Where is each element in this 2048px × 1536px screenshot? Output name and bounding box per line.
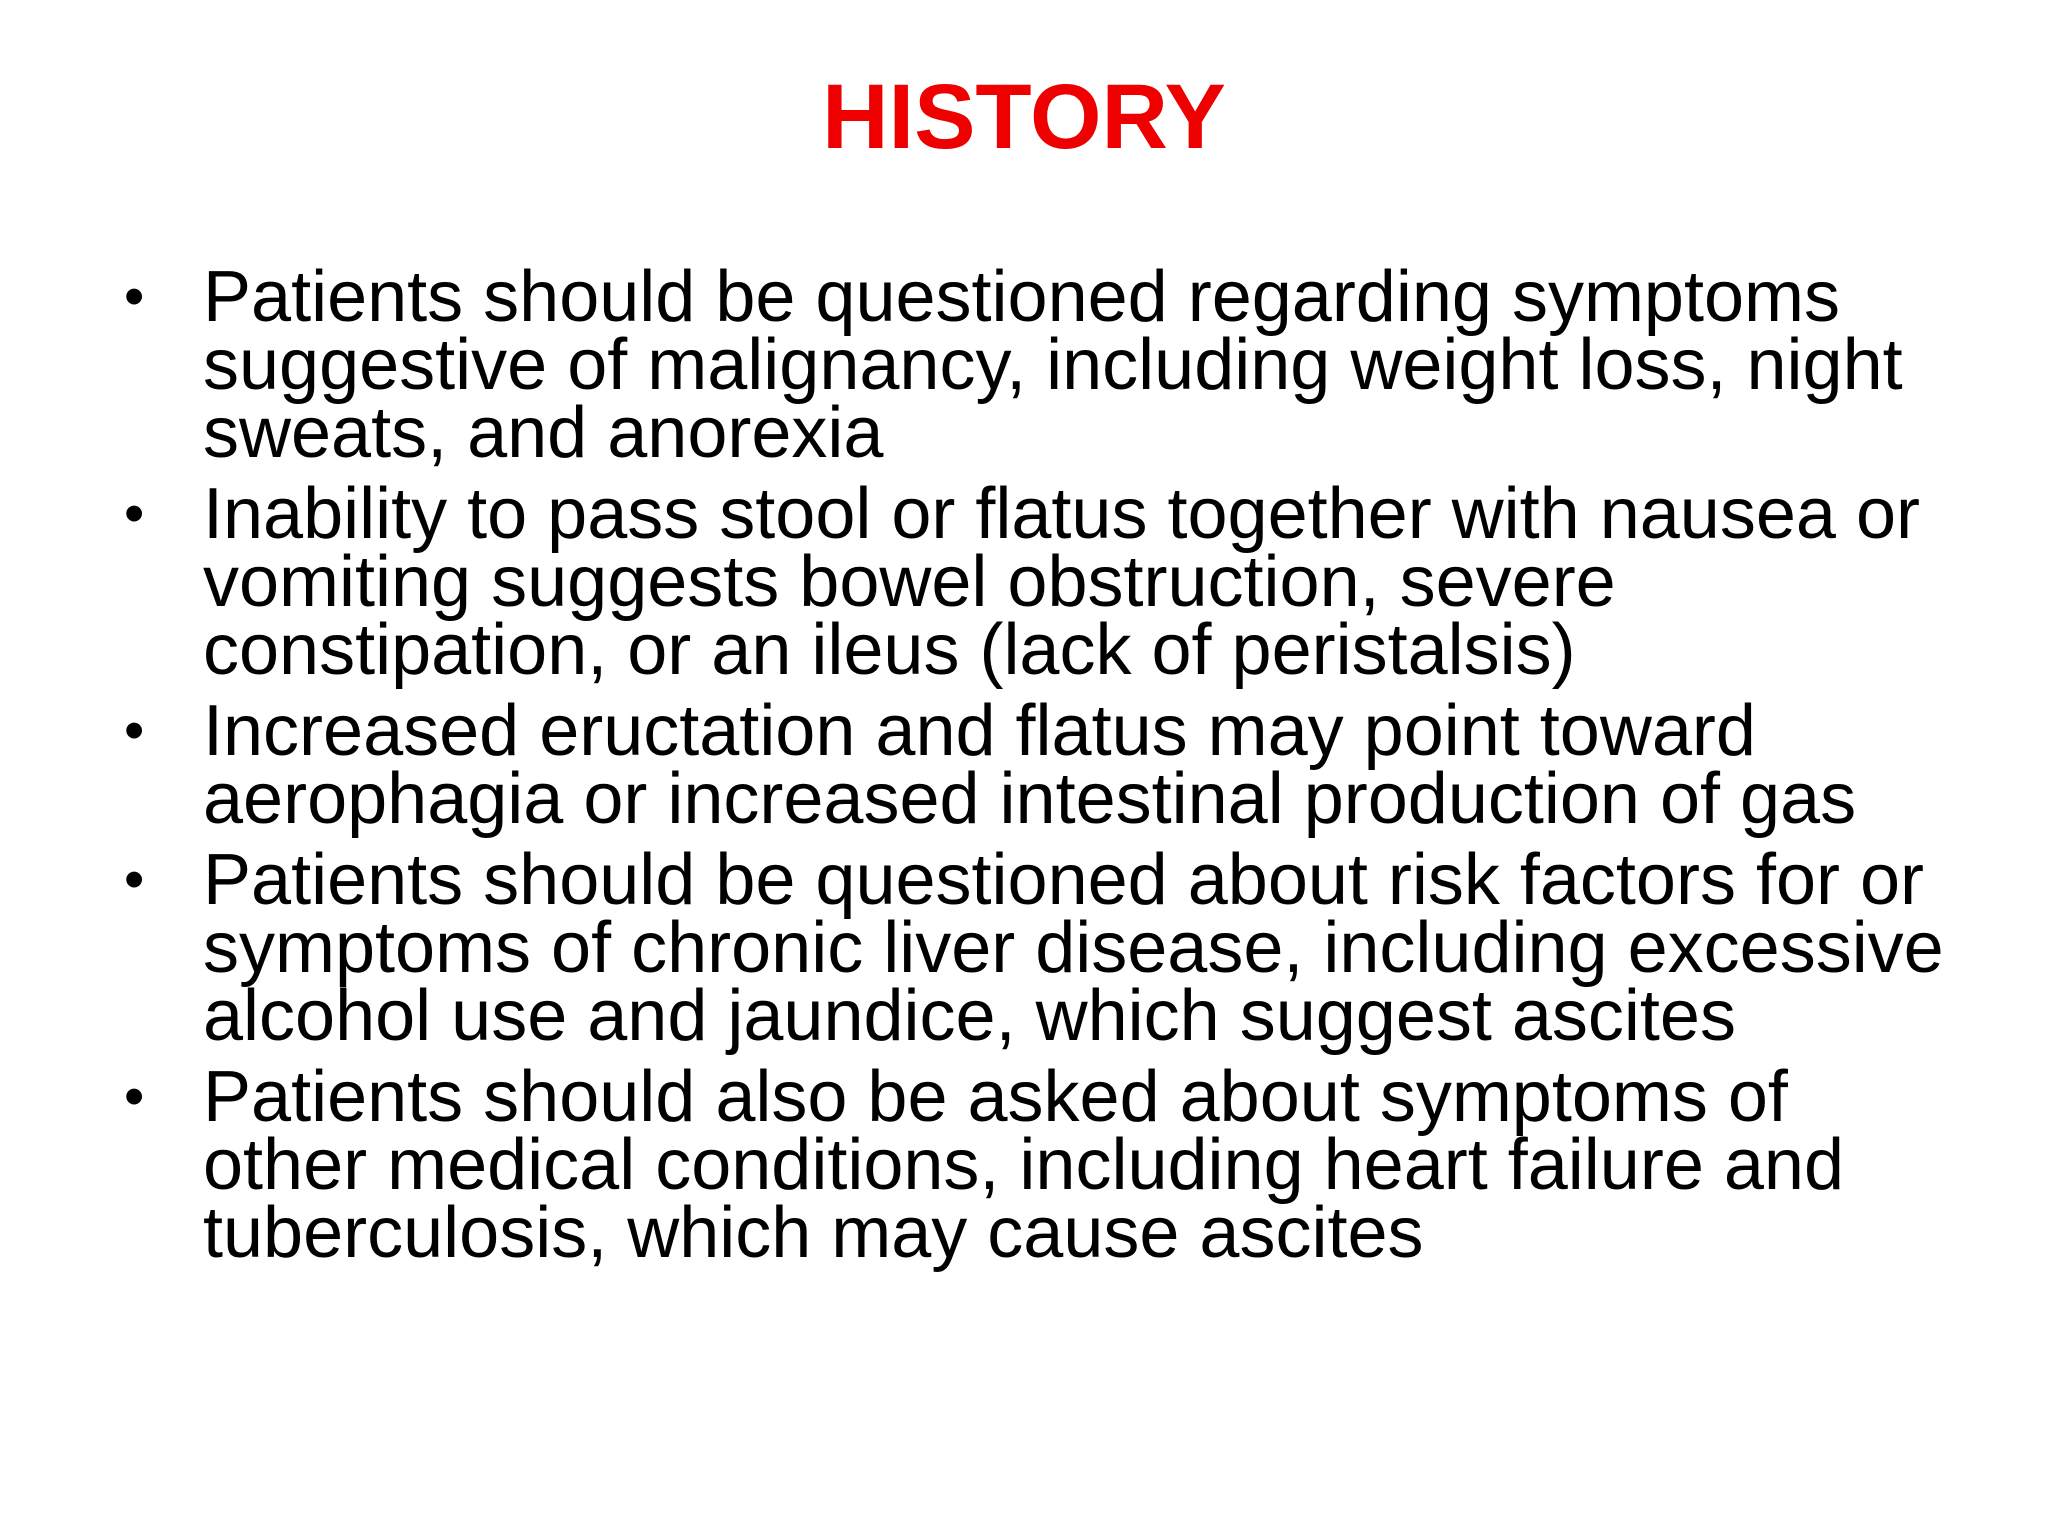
bullet-text: Increased eructation and flatus may point toward aerophagia or increased intestinal production of gas — [203, 691, 1857, 839]
bullet-item — [120, 257, 1970, 473]
bullet-text: Patients should be questioned about risk factors for or symptoms of chronic liver disease, including excessive alcohol use and jaundice, which suggest ascites — [203, 840, 1944, 1056]
slide-title: HISTORY — [822, 66, 1226, 168]
bullet-item — [120, 840, 1970, 1056]
bullet-item — [120, 1057, 1970, 1273]
bullet-dot-icon: • — [124, 264, 145, 329]
bullet-dot-icon: • — [124, 481, 145, 546]
bullet-item — [120, 474, 1970, 690]
bullet-dot-icon: • — [124, 698, 145, 763]
bullet-dot-icon: • — [124, 847, 145, 912]
bullet-list — [120, 257, 1970, 1280]
bullet-dot-icon: • — [124, 1064, 145, 1129]
bullet-text: Patients should also be asked about symptoms of other medical conditions, including heart failure and tuberculosis, which may cause ascites — [203, 1057, 1844, 1273]
bullet-text: Inability to pass stool or flatus together with nausea or vomiting suggests bowel obstruction, severe constipation, or an ileus (lack of peristalsis) — [203, 474, 1920, 690]
bullet-text: Patients should be questioned regarding symptoms suggestive of malignancy, including weight loss, night sweats, and anorexia — [203, 257, 1903, 473]
bullet-item — [120, 691, 1970, 839]
